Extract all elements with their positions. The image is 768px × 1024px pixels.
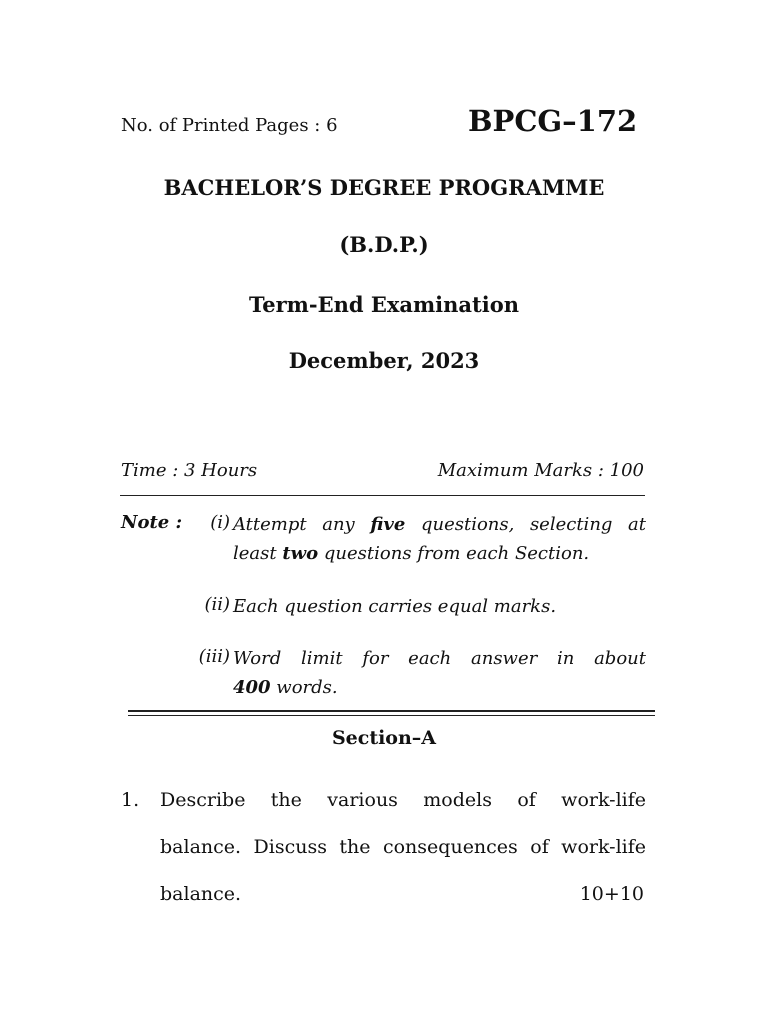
- note-item-2: [233, 592, 646, 621]
- question-line: balance.: [160, 883, 242, 905]
- question-number: 1.: [121, 789, 140, 811]
- note-line: Word limit for each answer in about: [233, 648, 646, 669]
- question-line: Describe the various models of work-life: [160, 789, 646, 811]
- section-divider: [128, 715, 655, 716]
- printed-pages-count: No. of Printed Pages : 6: [121, 115, 338, 136]
- note-line: Each question carries equal marks.: [233, 596, 557, 617]
- programme-abbreviation: (B.D.P.): [339, 232, 429, 257]
- note-item-number: (iii): [198, 646, 230, 667]
- question-line: balance. Discuss the consequences of work-life: [160, 836, 646, 858]
- note-item-3: [233, 644, 646, 702]
- note-line: Attempt any five questions, selecting at: [233, 514, 647, 535]
- note-label: Note :: [121, 512, 183, 533]
- note-item-number: (ii): [204, 594, 230, 615]
- paper-code: BPCG–172: [468, 104, 638, 138]
- maximum-marks: Maximum Marks : 100: [437, 460, 644, 481]
- exam-title: Term-End Examination: [248, 292, 519, 317]
- note-line: least two questions from each Section.: [233, 543, 590, 564]
- section-title: Section–A: [331, 727, 437, 749]
- note-line: 400 words.: [233, 677, 338, 698]
- section-divider: [128, 710, 655, 712]
- header-divider: [120, 495, 645, 496]
- time-allowed: Time : 3 Hours: [121, 460, 258, 481]
- note-item-number: (i): [210, 512, 230, 533]
- note-item-1: [233, 510, 646, 568]
- programme-title: BACHELOR’S DEGREE PROGRAMME: [163, 175, 605, 200]
- exam-session: December, 2023: [288, 348, 480, 373]
- question-marks: 10+10: [579, 883, 644, 905]
